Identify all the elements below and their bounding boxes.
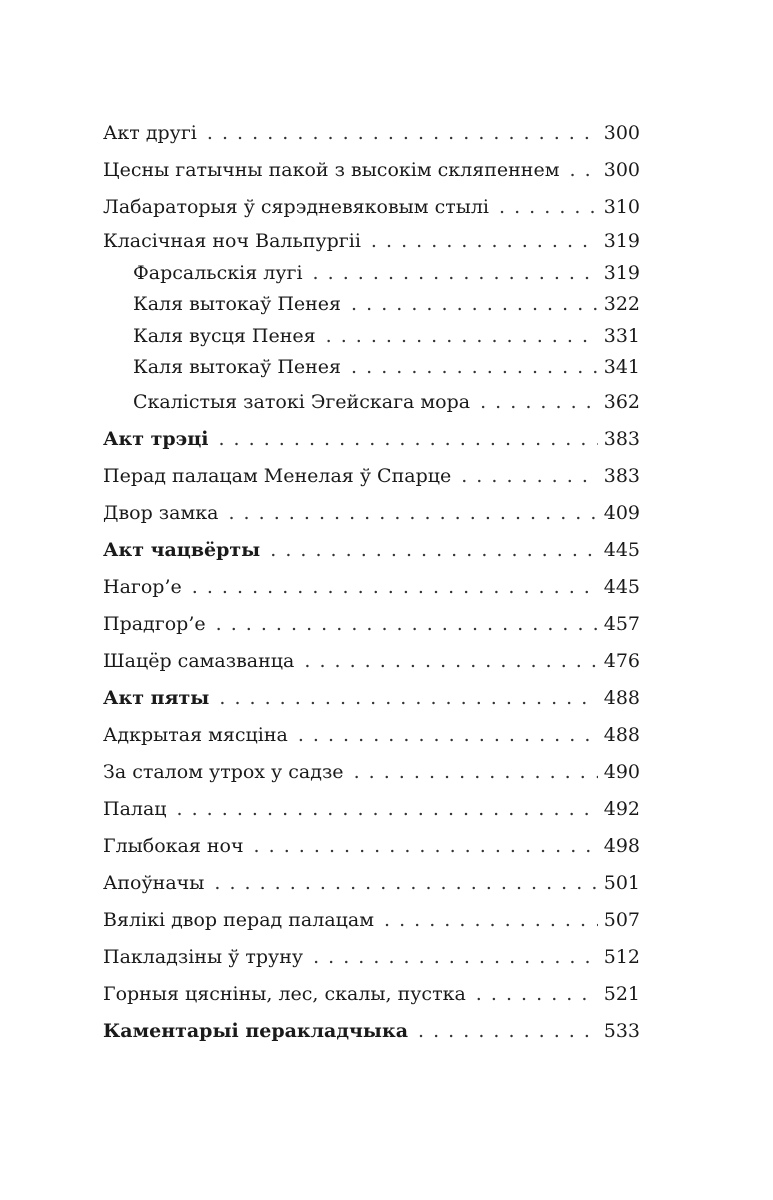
toc-entry-page: 492	[603, 797, 640, 820]
toc-entry[interactable]	[103, 458, 640, 495]
dot-leader	[218, 421, 597, 458]
toc-entry-title: Акт пяты	[103, 686, 210, 709]
toc-entry-page: 498	[603, 834, 640, 857]
toc-entry-page: 521	[603, 982, 640, 1005]
toc-entry-page: 310	[603, 196, 640, 218]
toc-entry[interactable]	[103, 643, 640, 680]
toc-entry-act[interactable]	[103, 1013, 640, 1050]
toc-entry-title: Вялікі двор перад палацам	[103, 908, 374, 931]
toc-entry-title: Перад палацам Менелая ў Спарце	[103, 464, 452, 487]
toc-entry[interactable]	[103, 791, 640, 828]
toc-entry-title: Фарсальскія лугі	[133, 261, 303, 284]
toc-entry-page: 300	[603, 159, 640, 181]
dot-leader	[192, 569, 598, 606]
dot-leader	[418, 1013, 598, 1050]
toc-entry-page: 319	[603, 261, 640, 284]
dot-leader	[384, 902, 598, 939]
toc-entry-title: За сталом утрох у садзе	[103, 760, 344, 783]
toc-subentry[interactable]	[103, 289, 640, 321]
dot-leader	[219, 680, 597, 717]
dot-leader	[216, 606, 598, 643]
toc-entry-title: Апоўначы	[103, 871, 205, 894]
toc-entry-page: 383	[603, 427, 640, 450]
toc-entry-title: Нагор’е	[103, 575, 182, 598]
toc-entry-page: 476	[603, 649, 640, 672]
toc-entry-title: Пакладзіны ў труну	[103, 945, 304, 968]
toc-entry[interactable]	[103, 226, 640, 258]
dot-leader	[304, 643, 597, 680]
dot-leader	[354, 754, 598, 791]
toc-entry-act[interactable]	[103, 680, 640, 717]
toc-entry-page: 507	[603, 908, 640, 931]
toc-entry-title: Каля вусця Пенея	[133, 324, 316, 347]
toc-entry[interactable]	[103, 976, 640, 1013]
toc-entry-title: Лабараторыя ў сярэдневяковым стылі	[103, 196, 490, 218]
toc-entry-page: 490	[603, 760, 640, 783]
dot-leader	[313, 258, 598, 290]
toc-entry-page: 300	[603, 122, 640, 144]
toc-entry[interactable]	[103, 939, 640, 976]
toc-entry-title: Каля вытокаў Пенея	[133, 356, 342, 378]
toc-entry-title: Прадгор’е	[103, 612, 206, 635]
toc-entry[interactable]	[103, 606, 640, 643]
toc-entry[interactable]	[103, 902, 640, 939]
toc-entry-act[interactable]	[103, 532, 640, 569]
dot-leader	[499, 189, 598, 226]
dot-leader	[570, 152, 598, 189]
toc-entry-title: Адкрытая мясціна	[103, 723, 288, 746]
toc-entry-page: 319	[603, 230, 640, 252]
toc-entry-title: Палац	[103, 797, 167, 820]
toc-subentry[interactable]	[103, 321, 640, 353]
toc-entry-page: 445	[603, 575, 640, 598]
toc-entry-page: 512	[603, 945, 640, 968]
dot-leader	[351, 289, 598, 321]
dot-leader	[326, 321, 598, 353]
toc-entry[interactable]	[103, 115, 640, 152]
toc-subentry[interactable]	[103, 258, 640, 290]
toc-entry-page: 322	[603, 293, 640, 315]
dot-leader	[228, 495, 597, 532]
toc-entry-page: 409	[603, 501, 640, 524]
table-of-contents	[103, 115, 640, 1050]
dot-leader	[480, 384, 598, 421]
toc-entry-title: Горныя цясніны, лес, скалы, пустка	[103, 982, 466, 1005]
toc-entry-title: Акт чацвёрты	[103, 538, 261, 561]
dot-leader	[461, 458, 598, 495]
dot-leader	[214, 865, 597, 902]
toc-entry-title: Цесны гатычны пакой з высокім скляпеннем	[103, 159, 560, 181]
toc-entry-act[interactable]	[103, 421, 640, 458]
dot-leader	[371, 226, 598, 258]
toc-entry-page: 383	[603, 464, 640, 487]
toc-entry[interactable]	[103, 569, 640, 606]
dot-leader	[476, 976, 598, 1013]
dot-leader	[351, 352, 598, 384]
toc-entry[interactable]	[103, 754, 640, 791]
toc-entry-title: Глыбокая ноч	[103, 834, 244, 857]
dot-leader	[207, 115, 598, 152]
toc-entry-page: 488	[603, 723, 640, 746]
dot-leader	[254, 828, 598, 865]
toc-subentry[interactable]	[103, 352, 640, 384]
toc-entry[interactable]	[103, 717, 640, 754]
toc-entry-page: 331	[603, 324, 640, 347]
toc-entry-title: Каментарыі перакладчыка	[103, 1019, 409, 1042]
dot-leader	[313, 939, 598, 976]
toc-entry[interactable]	[103, 865, 640, 902]
toc-entry-title: Двор замка	[103, 501, 219, 524]
toc-entry[interactable]	[103, 189, 640, 226]
toc-entry-title: Класічная ноч Вальпургіі	[103, 230, 361, 252]
toc-entry-title: Шацёр самазванца	[103, 649, 295, 672]
toc-entry-page: 501	[603, 871, 640, 894]
toc-entry-title: Акт другі	[103, 122, 197, 144]
toc-subentry[interactable]	[103, 384, 640, 421]
toc-entry-title: Скалістыя затокі Эгейскага мора	[133, 390, 471, 413]
dot-leader	[298, 717, 598, 754]
toc-entry-page: 457	[603, 612, 640, 635]
toc-entry[interactable]	[103, 828, 640, 865]
toc-entry-page: 533	[603, 1019, 640, 1042]
toc-entry-page: 362	[603, 390, 640, 413]
toc-entry-page: 488	[603, 686, 640, 709]
toc-entry-page: 341	[603, 356, 640, 378]
toc-entry-title: Каля вытокаў Пенея	[133, 293, 342, 315]
toc-entry-page: 445	[603, 538, 640, 561]
toc-entry[interactable]	[103, 495, 640, 532]
toc-entry-title: Акт трэці	[103, 427, 209, 450]
toc-entry[interactable]	[103, 152, 640, 189]
dot-leader	[177, 791, 598, 828]
dot-leader	[270, 532, 598, 569]
